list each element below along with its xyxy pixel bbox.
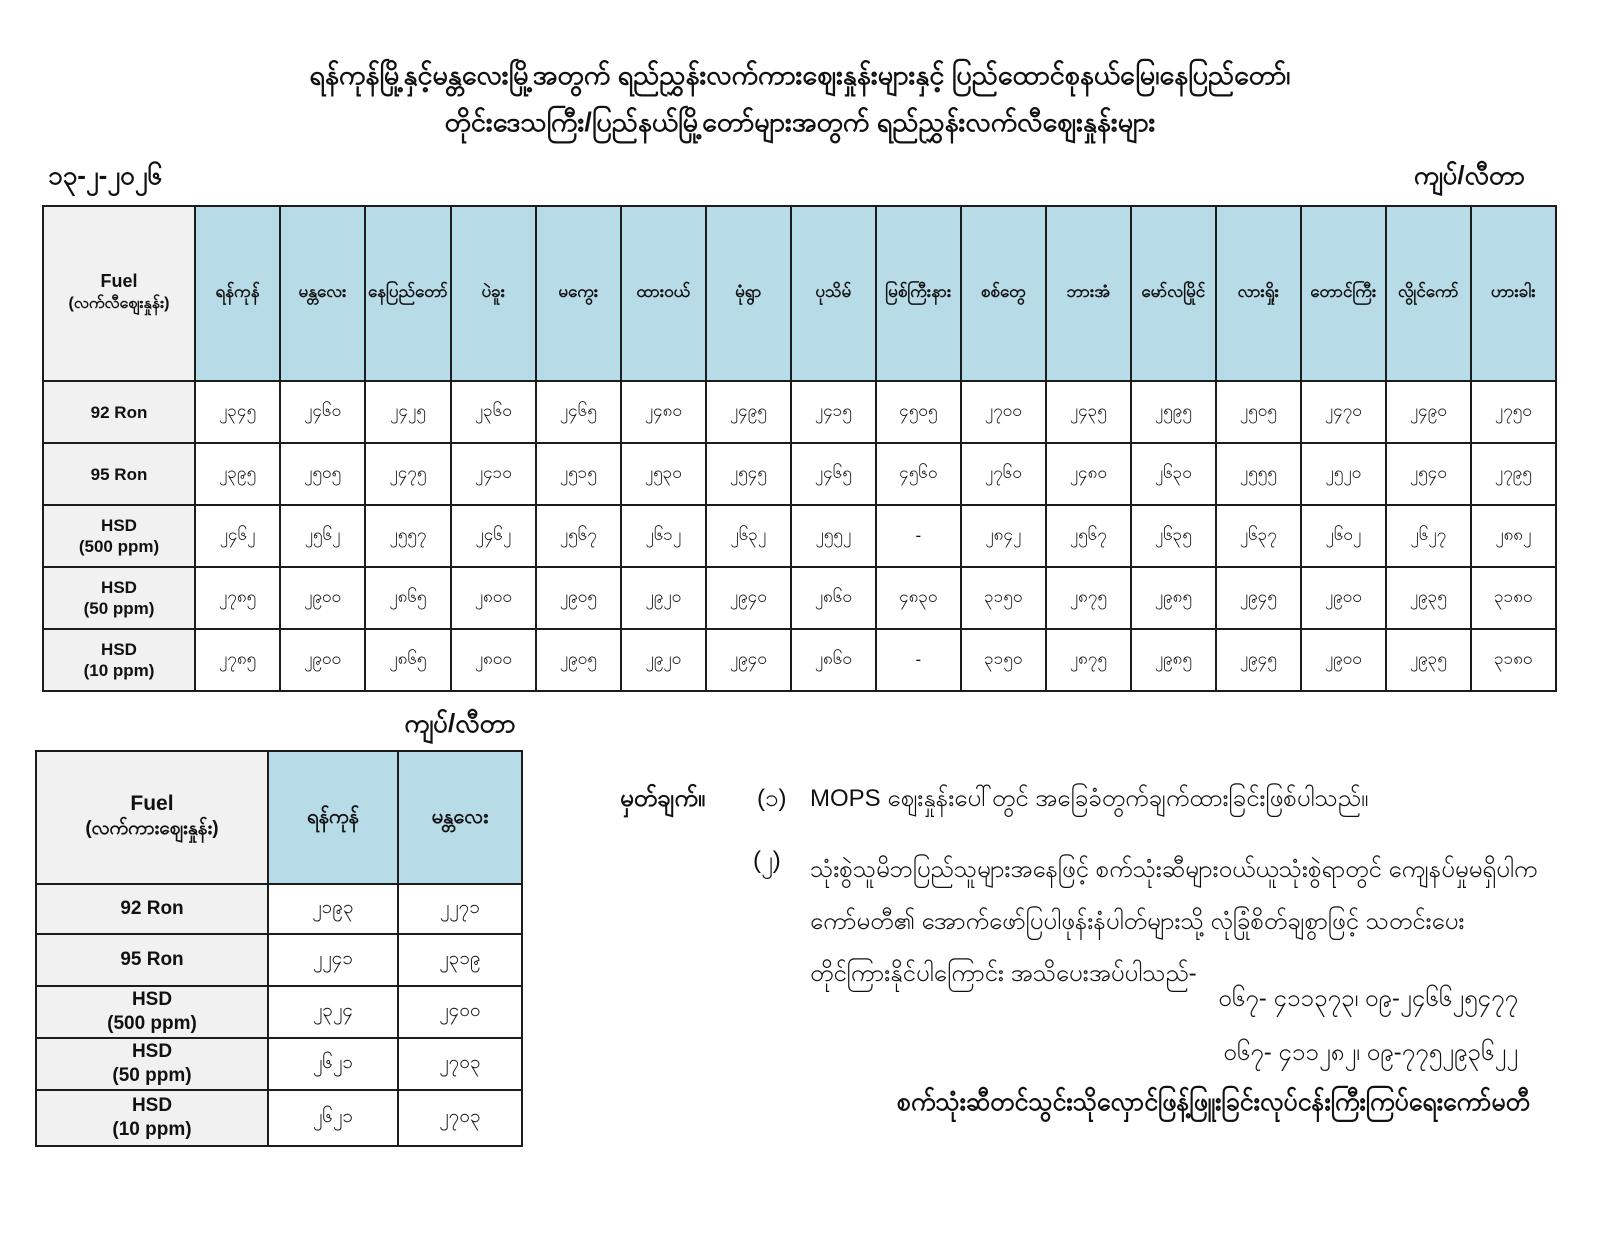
price-cell: ၂၈၆၀ [791, 567, 876, 629]
note-2-line-1: သုံးစွဲသူမိဘပြည်သူများအနေဖြင့် စက်သုံးဆီများဝယ်ယူသုံးစွဲရာတွင် ကျေနပ်မှုမရှိပါက [810, 856, 1538, 883]
price-cell: ၂၄၇၅ [365, 443, 451, 505]
price-cell: ၃၁၈၀ [1471, 629, 1556, 691]
price-cell: ၂၅၀၅ [280, 443, 365, 505]
fuel-row-label [36, 986, 268, 1038]
price-cell: ၂၉၀၅ [536, 567, 621, 629]
price-cell: ၂၃၂၄ [268, 986, 398, 1038]
price-cell: ၂၃၁၉ [398, 934, 522, 986]
note-1-text: MOPS ဈေးနှုန်းပေါ်တွင် အခြေခံတွက်ချက်ထားခြင်းဖြစ်ပါသည်။ [810, 785, 1369, 812]
price-cell: ၂၉၄၅ [1216, 567, 1301, 629]
price-cell: ၂၃၆၀ [451, 381, 536, 443]
price-row [36, 1090, 522, 1146]
price-row [43, 629, 1556, 691]
city-header-cell: ဘားအံ [1046, 206, 1131, 381]
price-cell: ၂၉၄၅ [1216, 629, 1301, 691]
city-header-cell: မုံရွာ [706, 206, 791, 381]
fuel-label-line: (500 ppm) [107, 1013, 197, 1034]
notes-heading: မှတ်ချက်။ [620, 785, 706, 812]
price-cell: ၂၇၆၀ [961, 443, 1046, 505]
price-cell: ၂၄၆၂ [195, 505, 280, 567]
fuel-label-line: (500 ppm) [78, 537, 160, 556]
fuel-label-line: (10 ppm) [112, 1119, 192, 1140]
note-2-text [810, 844, 1590, 1000]
price-cell: ၂၈၀၀ [451, 567, 536, 629]
fuel-label-line: HSD [101, 640, 137, 659]
price-cell: ၂၉၀၀ [280, 567, 365, 629]
price-cell: ၂၉၃၅ [1386, 567, 1471, 629]
city-header-cell: စစ်တွေ [961, 206, 1046, 381]
price-cell: ၂၅၅၅ [1216, 443, 1301, 505]
document-title [0, 52, 1600, 146]
price-cell: ၂၅၆၇ [1046, 505, 1131, 567]
price-cell: ၂၅၅၇ [365, 505, 451, 567]
price-cell: - [876, 505, 961, 567]
price-cell: ၂၅၅၂ [791, 505, 876, 567]
price-row [43, 567, 1556, 629]
fuel-header-line: Fuel [100, 271, 138, 291]
fuel-row-label [43, 629, 195, 691]
price-cell: ၃၁၅၀ [961, 567, 1046, 629]
price-cell: ၂၆၃၀ [1131, 443, 1216, 505]
price-cell: ၂၆၁၂ [621, 505, 706, 567]
price-cell: ၂၇၀၃ [398, 1038, 522, 1090]
title-line-1: ရန်ကုန်မြို့နှင့်မန္တလေးမြို့အတွက် ရည်ညွှန်းလက်ကားဈေးနှုန်းများနှင့် ပြည်ထောင်စုနယ်မြေ၊နေပြည်တော်၊ [309, 60, 1291, 90]
price-cell: ၂၄၈၀ [621, 381, 706, 443]
price-row [43, 443, 1556, 505]
city-header-cell: နေပြည်တော် [365, 206, 451, 381]
price-row [43, 505, 1556, 567]
fuel-label-line: HSD [131, 989, 173, 1010]
fuel-row-label [36, 884, 268, 934]
fuel-row-label [43, 381, 195, 443]
price-cell: ၂၉၂၀ [621, 629, 706, 691]
price-cell: ၂၄၆၀ [280, 381, 365, 443]
hotline-phone-1: ၀၆၇- ၄၁၁၃၇၃၊ ၀၉-၂၄၆၆၂၅၄၇၇ [1218, 985, 1518, 1012]
price-cell: ၂၉၀၀ [1301, 567, 1386, 629]
price-cell: ၂၅၄၅ [706, 443, 791, 505]
price-cell: ၂၇၉၅ [1471, 443, 1556, 505]
fuel-label-line: (50 ppm) [83, 599, 155, 618]
city-header-cell: လားရှိုး [1216, 206, 1301, 381]
price-cell: ၂၆၂၁ [268, 1038, 398, 1090]
price-cell: ၂၄၈၀ [1046, 443, 1131, 505]
price-cell: ၂၈၇၅ [1046, 567, 1131, 629]
city-header-cell: မန္တလေး [280, 206, 365, 381]
price-cell: ၂၇၀၀ [961, 381, 1046, 443]
fuel-label-line: (50 ppm) [112, 1065, 192, 1086]
fuel-header-line: (လက်လီဈေးနှုန်း) [68, 295, 170, 312]
price-cell: ၂၃၄၅ [195, 381, 280, 443]
fuel-row-label [36, 1090, 268, 1146]
note-2-line-3: တိုင်ကြားနိုင်ပါကြောင်း အသိပေးအပ်ပါသည်- [810, 960, 1197, 987]
price-cell: ၂၉၄၀ [706, 567, 791, 629]
fuel-label-line: 92 Ron [90, 402, 148, 422]
city-header-cell: မော်လမြိုင် [1131, 206, 1216, 381]
note-1-number: (၁) [757, 785, 787, 812]
price-cell: ၂၄၁၀ [451, 443, 536, 505]
price-cell: ၂၅၁၅ [536, 443, 621, 505]
price-cell: ၂၉၀၀ [1301, 629, 1386, 691]
price-cell: ၂၇၈၅ [195, 567, 280, 629]
fuel-header-cell [43, 206, 195, 381]
price-cell: ၂၄၁၅ [791, 381, 876, 443]
price-cell: ၂၅၆၂ [280, 505, 365, 567]
fuel-row-label [43, 567, 195, 629]
hotline-phone-2: ၀၆၇- ၄၁၁၂၈၂၊ ၀၉-၇၇၅၂၉၃၆၂၂ [1223, 1039, 1518, 1066]
price-cell: - [876, 629, 961, 691]
price-cell: ၂၁၉၃ [268, 884, 398, 934]
city-header-cell: မန္တလေး [398, 751, 522, 884]
unit-label-bottom: ကျပ်/လီတာ [404, 708, 516, 738]
price-cell: ၂၈၄၂ [961, 505, 1046, 567]
unit-label-top: ကျပ်/လီတာ [1413, 160, 1525, 190]
price-cell: ၂၄၀၀ [398, 986, 522, 1038]
price-cell: ၂၈၆၅ [365, 629, 451, 691]
price-row [36, 884, 522, 934]
city-header-cell: မြစ်ကြီးနား [876, 206, 961, 381]
city-header-cell: တောင်ကြီး [1301, 206, 1386, 381]
fuel-label-line: 92 Ron [120, 898, 184, 919]
note-2-line-2: ကော်မတီ၏ အောက်ဖော်ပြပါဖုန်းနံပါတ်များသို့ လုံခြုံစိတ်ချစွာဖြင့် သတင်းပေး [810, 908, 1465, 935]
price-cell: ၂၆၀၂ [1301, 505, 1386, 567]
price-cell: ၂၄၆၅ [791, 443, 876, 505]
fuel-label-line: HSD [131, 1095, 173, 1116]
price-cell: ၂၅၆၇ [536, 505, 621, 567]
price-cell: ၂၄၉၀ [1386, 381, 1471, 443]
price-cell: ၂၉၀၀ [280, 629, 365, 691]
price-cell: ၂၄၇၀ [1301, 381, 1386, 443]
city-header-cell: ထားဝယ် [621, 206, 706, 381]
price-cell: ၂၅၉၅ [1131, 381, 1216, 443]
fuel-header-line: (လက်ကားဈေးနှုန်း) [85, 817, 219, 839]
price-cell: ၂၂၇၁ [398, 884, 522, 934]
price-row [36, 986, 522, 1038]
price-cell: ၂၇၅၀ [1471, 381, 1556, 443]
price-cell: ၂၄၆၂ [451, 505, 536, 567]
date-label: ၁၃-၂-၂၀၂၆ [48, 160, 163, 190]
city-header-cell: မကွေး [536, 206, 621, 381]
price-cell: ၂၂၄၁ [268, 934, 398, 986]
price-cell: ၂၉၂၀ [621, 567, 706, 629]
price-cell: ၂၉၃၅ [1386, 629, 1471, 691]
price-cell: ၂၈၆၀ [791, 629, 876, 691]
price-cell: ၂၆၃၂ [706, 505, 791, 567]
price-row [36, 1038, 522, 1090]
fuel-row-label [36, 934, 268, 986]
price-cell: ၂၆၃၇ [1216, 505, 1301, 567]
fuel-header-line: Fuel [130, 791, 174, 815]
price-cell: ၂၄၆၅ [536, 381, 621, 443]
price-row [36, 934, 522, 986]
price-cell: ၂၆၃၅ [1131, 505, 1216, 567]
price-cell: ၂၆၂၇ [1386, 505, 1471, 567]
price-cell: ၂၅၃၀ [621, 443, 706, 505]
price-cell: ၂၉၀၅ [536, 629, 621, 691]
price-cell: ၂၈၀၀ [451, 629, 536, 691]
city-header-cell: ပုသိမ် [791, 206, 876, 381]
price-cell: ၂၄၉၅ [706, 381, 791, 443]
price-cell: ၂၅၀၅ [1216, 381, 1301, 443]
price-cell: ၂၈၈၂ [1471, 505, 1556, 567]
retail-price-table [42, 205, 1557, 692]
price-row [43, 381, 1556, 443]
city-header-cell: ပဲခူး [451, 206, 536, 381]
price-cell: ၂၉၄၀ [706, 629, 791, 691]
price-cell: ၃၁၅၀ [961, 629, 1046, 691]
wholesale-price-table [35, 750, 523, 1147]
fuel-header-cell [36, 751, 268, 884]
price-cell: ၂၅၂၀ [1301, 443, 1386, 505]
city-header-cell: ရန်ကုန် [195, 206, 280, 381]
fuel-label-line: HSD [101, 516, 137, 535]
price-cell: ၂၅၄၀ [1386, 443, 1471, 505]
price-cell: ၂၉၈၅ [1131, 629, 1216, 691]
fuel-label-line: 95 Ron [90, 464, 148, 484]
title-line-2: တိုင်းဒေသကြီး/ပြည်နယ်မြို့တော်များအတွက် ရည်ညွှန်းလက်လီဈေးနှုန်းများ [444, 107, 1156, 137]
price-cell: ၄၅၆၀ [876, 443, 961, 505]
city-header-cell: ဟားခါး [1471, 206, 1556, 381]
price-cell: ၂၄၃၅ [1046, 381, 1131, 443]
note-2-number: (၂) [753, 847, 781, 874]
price-cell: ၃၁၈၀ [1471, 567, 1556, 629]
fuel-label-line: (10 ppm) [83, 661, 155, 680]
price-cell: ၂၆၂၁ [268, 1090, 398, 1146]
price-cell: ၂၄၂၅ [365, 381, 451, 443]
committee-signature: စက်သုံးဆီတင်သွင်းသိုလှောင်ဖြန့်ဖြူးခြင်းလုပ်ငန်းကြီးကြပ်ရေးကော်မတီ [896, 1088, 1530, 1116]
fuel-label-line: HSD [101, 578, 137, 597]
price-cell: ၂၇၈၅ [195, 629, 280, 691]
fuel-label-line: HSD [131, 1041, 173, 1062]
city-header-cell: လွိုင်ကော် [1386, 206, 1471, 381]
price-cell: ၂၈၇၅ [1046, 629, 1131, 691]
price-cell: ၂၃၉၅ [195, 443, 280, 505]
price-cell: ၂၉၈၅ [1131, 567, 1216, 629]
fuel-label-line: 95 Ron [120, 949, 184, 970]
fuel-row-label [43, 505, 195, 567]
price-cell: ၂၇၀၃ [398, 1090, 522, 1146]
price-cell: ၄၅၀၅ [876, 381, 961, 443]
price-cell: ၂၈၆၅ [365, 567, 451, 629]
price-cell: ၄၈၃၀ [876, 567, 961, 629]
fuel-row-label [36, 1038, 268, 1090]
city-header-cell: ရန်ကုန် [268, 751, 398, 884]
fuel-row-label [43, 443, 195, 505]
